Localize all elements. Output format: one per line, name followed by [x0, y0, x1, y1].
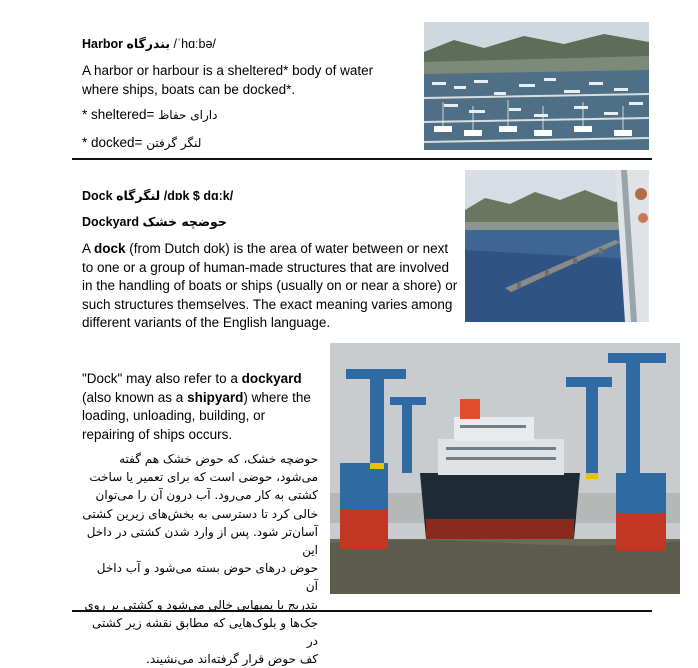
harbor-definition: A harbor or harbour is a sheltered* body of water where ships, boats can be docked*. [82, 63, 374, 97]
dock-photo [465, 170, 649, 322]
fa-line: خالی کرد تا دسترسی به بخش‌های زیرین کشتی [82, 506, 318, 521]
dock-heading [82, 188, 233, 203]
dockyard-def-bold2: shipyard [187, 389, 244, 405]
divider-1 [72, 158, 652, 160]
harbor-pronunciation: /ˈhɑːbə/ [173, 37, 216, 51]
dock-def-rest: (from Dutch dok) is the area of water between or next to one or a group of human-made structures that are involved in the handling of boats or ships (usually on or near a shore) or such structures themselves. The exact meaning varies among different variants of the English language. [82, 241, 458, 330]
dockyard-heading [82, 214, 227, 229]
dockyard-persian-text [82, 450, 318, 668]
dockyard-def-bold1: dockyard [241, 371, 302, 386]
dockyard-def-part1: "Dock" may also refer to a [82, 371, 242, 386]
fa-line: بتدریج با پمپهایی خالی می‌شود و کشتی بر روی [84, 597, 318, 612]
fa-line: می‌شود، حوضی است که برای تعمیر یا ساخت [89, 470, 318, 485]
harbor-note-sheltered [82, 106, 217, 125]
dock-def-bold: dock [94, 241, 126, 256]
dockyard-term: Dockyard [82, 215, 139, 229]
harbor-term: Harbor [82, 37, 123, 51]
note-sheltered-fa: دارای حفاظ [158, 108, 218, 122]
note-docked-fa: لنگر گرفتن [146, 136, 202, 150]
harbor-note-docked [82, 134, 201, 153]
dockyard-term-fa: حوضچه خشک [142, 214, 227, 229]
note-sheltered-label: * sheltered= [82, 107, 155, 122]
fa-line: حوض درهای حوض بسته می‌شود و آب داخل آن [96, 561, 318, 594]
fa-line: کشتی به کار می‌رود. آب درون آن را می‌توان [95, 488, 318, 503]
drydock-photo [330, 343, 680, 594]
dock-term-fa: لنگرگاه [116, 188, 161, 203]
harbor-heading [82, 36, 216, 51]
dockyard-definition [82, 370, 318, 444]
dock-pronunciation: /dɒk $ dɑːk/ [163, 189, 234, 203]
dockyard-def-part2: (also known as a [82, 389, 188, 405]
dock-term: Dock [82, 189, 113, 203]
dock-def-prefix: A [82, 241, 95, 256]
fa-line: کف حوض قرار گرفته‌اند می‌نشیند. [146, 652, 318, 667]
marina-photo [424, 22, 649, 150]
dockyard-def-part3: ) where the loading, unloading, building, or repairing of ships occurs. [82, 389, 311, 442]
harbor-term-fa: بندرگاه [126, 36, 171, 51]
fa-line: جک‌ها و بلوک‌هایی که مطابق نقشه زیر کشتی در [92, 615, 318, 649]
fa-line: آسان‌تر شود. پس از وارد شدن کشتی در داخل این [86, 524, 318, 558]
note-docked-label: * docked= [82, 135, 143, 150]
divider-2 [72, 610, 652, 612]
dock-definition [82, 240, 460, 333]
fa-line: حوضچه خشک، که حوض خشک هم گفته [119, 452, 318, 466]
